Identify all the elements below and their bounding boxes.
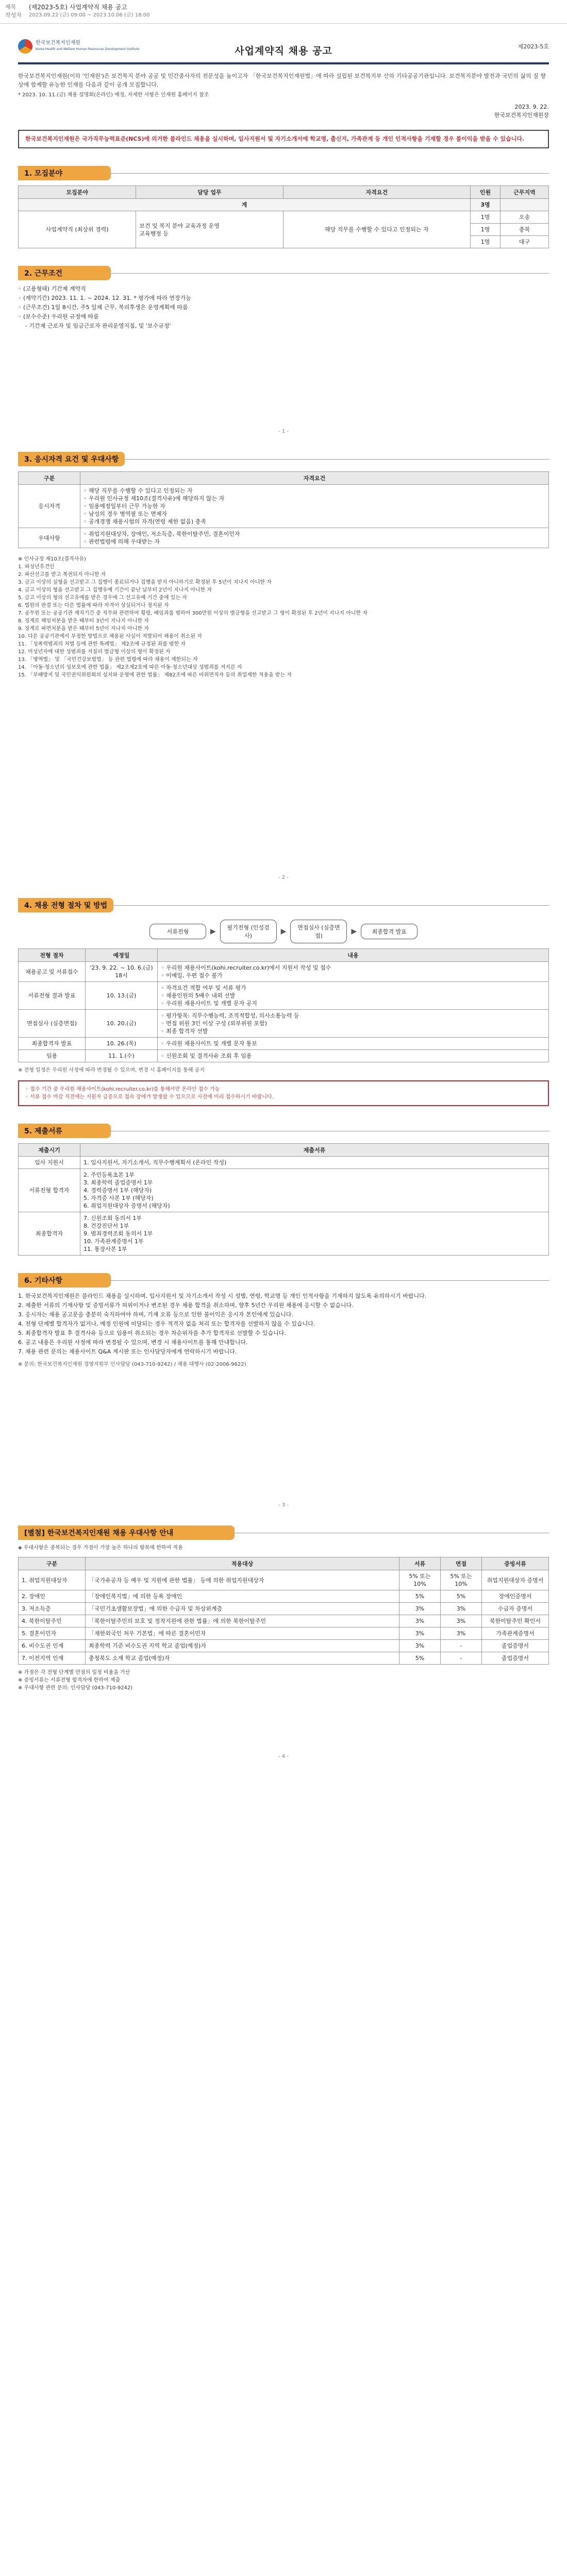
document-page	[3, 24, 564, 2576]
page-number: - 1 -	[278, 429, 289, 434]
condition-item: ◦ (계약기간) 2023. 11. 1. ~ 2024. 12. 31. * 평가에 따라 연장가능	[18, 295, 191, 301]
issue-date: 2023. 9. 22.	[514, 104, 549, 110]
arrow-right-icon: ▶	[351, 927, 357, 936]
table-row: 입사 지원시 1. 입사지원서, 자기소개서, 직무수행계획서 (온라인 작성)	[19, 1157, 549, 1169]
post-subject: (제2023-5호) 사업계약직 채용 공고	[29, 4, 127, 11]
doc-number: 제2023-5호	[518, 43, 549, 50]
table-row: 1. 취업지원대상자 「국가유공자 등 예우 및 지원에 관한 법률」 등에 의한 취업지원대상자 5% 또는 10% 5% 또는 10% 취업지원대상자 증명서	[19, 1570, 549, 1590]
disqualification-notes: ※ 인사규정 제10조(결격사유) 1. 피성년후견인 2. 파산선고를 받고 복권되지 아니한 자 3. 금고 이상의 실형을 선고받고 그 집행이 종료되거나 집행을 받지 아니하기로 확정된 후 5년이 지나지 아니한 자 4. 금고 이상의 형을 선고받고 그 집행유예 기간이 끝난 날부터 2년이 지나지 아니한 자 5. 금고 이상의 형의 선고유예를 받은 경우에 그 선고유예 기간 중에 있는 자 6. 법원의 판결 또는 다른 법률에 따라 자격이 상실되거나 정지된 자 7. 공무원 또는 공공기관 재직기간 중 직무와 관련하여 횡령, 배임죄를 범하여 300만원 이상의 벌금형을 선고받고 그 형이 확정된 후 2년이 지나지 아니한 자 8. 징계로 해임처분을 받은 때부터 3년이 지나지 아니한 자 9. 징계로 파면처분을 받은 때부터 5년이 지나지 아니한 자 10. 다른 공공기관에서 부정한 방법으로 채용된 사실이 적발되어 채용이 취소된 자 11. 「성폭력범죄의 처벌 등에 관한 특례법」 제2조에 규정된 죄를 범한 자 12. 미성년자에 대한 성범죄를 저질러 벌금형 이상의 형이 확정된 자 13. 「병역법」 및 「국민건강보험법」 등 관련 법령에 따라 채용이 제한되는 자 14. 「아동·청소년의 성보호에 관한 법률」 제2조제2호에 따른 아동·청소년대상 성범죄를 저지른 자 15. 「부패방지 및 국민권익위원회의 설치와 운영에 관한 법률」 제82조에 따른 비위면직자 등의 취업제한 적용을 받는 자	[18, 556, 368, 678]
page-number: - 4 -	[278, 1754, 289, 1759]
col-category: 구분	[19, 472, 80, 485]
table-row: 서류전형 결과 발표 10. 13.(금) ◦ 자격요건 적합 여부 및 서류 평가 ◦ 채용인원의 5배수 내외 선발 ◦ 우리원 채용사이트 및 개별 문자 공지	[19, 982, 549, 1010]
misc-item: 7. 채용 관련 문의는 채용사이트 Q&A 게시판 또는 인사담당자에게 연락하시기 바랍니다.	[18, 1348, 237, 1355]
col-count: 인원	[471, 186, 501, 199]
col-duty: 담당 업무	[136, 186, 283, 199]
table-row: 최종합격자 7. 신원조회 동의서 1부 8. 건강진단서 1부 9. 범죄경력조회 동의서 1부 10. 가족관계증명서 1부 11. 통장사본 1부	[19, 1212, 549, 1256]
section-1-title: 1. 모집분야	[18, 166, 549, 180]
table-row: 면접심사 (심층면접) 10. 20.(금) ◦ 평가항목: 직무수행능력, 조직적합성, 의사소통능력 등 ◦ 면접 위원 3인 이상 구성 (외부위원 포함) ◦ 최종 합격자 선발	[19, 1010, 549, 1038]
org-name: 한국보건복지인재원	[36, 40, 80, 46]
org-logo	[18, 39, 140, 54]
table-row: 최종합격자 발표 10. 26.(목) ◦ 우리원 채용사이트 및 개별 문자 통보	[19, 1038, 549, 1050]
table-row: 7. 이전지역 인재 충청북도 소재 학교 졸업(예정)자 5% - 졸업증명서	[19, 1652, 549, 1665]
col-location: 근무지역	[501, 186, 549, 199]
section-3-title: 3. 응시자격 요건 및 우대사항	[18, 452, 549, 466]
misc-item: 6. 공고 내용은 우리원 사정에 따라 변경될 수 있으며, 변경 시 채용사이트를 통해 안내합니다.	[18, 1339, 248, 1346]
arrow-right-icon: ▶	[280, 927, 287, 936]
condition-item: - 기간제 근로자 및 임금근로자 관리운영지침, 및 '보수규정'	[25, 323, 171, 329]
post-header	[0, 0, 567, 24]
table-row: 3. 저소득층 「국민기초생활보장법」에 의한 수급자 및 차상위계층 3% 3% 수급자 증명서	[19, 1603, 549, 1615]
writer-label: 작성자	[5, 12, 22, 19]
subject-label: 제목	[5, 4, 16, 10]
org-name-en: Korea Health and Welfare Human Resources Development Institute	[36, 47, 140, 51]
misc-item: 2. 제출한 서류의 기재사항 및 증빙서류가 허위이거나 변조된 경우 채용 합격을 취소하며, 향후 5년간 우리원 채용에 응시할 수 없습니다.	[18, 1302, 354, 1309]
page-number: - 3 -	[278, 1502, 289, 1508]
col-req: 자격요건	[283, 186, 470, 199]
condition-item: ◦ (보수수준) 우리원 규정에 따름	[18, 313, 99, 320]
work-conditions	[18, 284, 549, 331]
annex-title: [별첨] 한국보건복지인재원 채용 우대사항 안내	[18, 1526, 549, 1540]
section-5-title: 5. 제출서류	[18, 1124, 549, 1138]
page-number: - 2 -	[278, 875, 289, 880]
intro-note: * 2023. 10. 11.(금) 채용 설명회(온라인) 예정, 자세한 사항은 인재원 홈페이지 참조	[18, 92, 209, 98]
preference-table: 구분 적용대상 서류 면접 증빙서류 1. 취업지원대상자 「국가유공자 등 예우 및 지원에 관한 법률」 등에 의한 취업지원대상자 5% 또는 10% 5% 또는 10% 취업지원대상자 증명서 2. 장애인 「장애인복지법」에 의한 등록 장애인 5% 5% 장애인증명서 3. 저소득층 「국민기초생활보장법」에 의한 수급자 및 차상위계층 3% 3% 수급자 증명서 4. 북한이탈주민 「북한이탈주민의 보호 및 정착지원에 관한 법률」에 의한 북한이탈주민 3% 3% 북한이탈주민 확인서 5. 결혼이민자 「재한외국인 처우 기본법」에 따른 결혼이민자 3% 3% 가족관계증명서 6. 비수도권 인재 최종학력 기준 비수도권 지역 학교 졸업(예정)자 3% - 졸업증명서 7. 이전지역 인재 충청북도 소재 학교 졸업(예정)자 5% - 졸업증명서	[18, 1557, 549, 1665]
doc-title: 사업계약직 채용 공고	[235, 45, 332, 57]
col-requirement: 자격요건	[80, 472, 549, 485]
blind-notice: 한국보건복지인재원은 국가직무능력표준(NCS)에 의거한 블라인드 채용을 실시하며, 입사지원서 및 자기소개서에 학교명, 출신지, 가족관계 등 개인 인적사항을 기재할 경우 불이익을 받을 수 있습니다.	[18, 130, 549, 148]
table-row: 4. 북한이탈주민 「북한이탈주민의 보호 및 정착지원에 관한 법률」에 의한 북한이탈주민 3% 3% 북한이탈주민 확인서	[19, 1615, 549, 1628]
step-final: 최종합격 발표	[361, 924, 418, 939]
col-field: 모집분야	[19, 186, 136, 199]
misc-item: 3. 응시자는 채용 공고문을 충분히 숙지하여야 하며, 기재 오류 등으로 인한 불이익은 응시자 본인에게 있습니다.	[18, 1311, 293, 1318]
misc-list	[18, 1292, 549, 1357]
section-4-title: 4. 채용 전형 절차 및 방법	[18, 898, 549, 912]
table-row: 우대사항 ◦ 취업지원대상자, 장애인, 저소득층, 북한이탈주민, 결혼이민자 ◦ 관련법령에 의해 우대받는 자	[19, 528, 549, 548]
table-row: 임용 11. 1.(수) ◦ 신원조회 및 결격사유 조회 후 임용	[19, 1050, 549, 1062]
issuer: 한국보건복지인재원장	[494, 112, 549, 118]
misc-item: 5. 최종합격자 발표 후 결격사유 등으로 임용이 취소되는 경우 차순위자를 추가 합격자로 선발할 수 있습니다.	[18, 1330, 286, 1336]
condition-item: ◦ (고용형태) 기간제 계약직	[18, 285, 86, 292]
recruit-table	[18, 185, 549, 248]
table-row: 1명 대구	[19, 236, 549, 248]
schedule-table: 전형 절차 예정일 내용 채용공고 및 서류접수 '23. 9. 22. ~ 10. 6.(금) 18시 ◦ 우리원 채용사이트(kohi.recruiter.co.kr)에서 지원서 작성 및 접수 ◦ 이메일, 우편 접수 불가 서류전형 결과 발표 10. 13.(금) ◦ 자격요건 적합 여부 및 서류 평가 ◦ 채용인원의 5배수 내외 선발 ◦ 우리원 채용사이트 및 개별 문자 공지 면접심사 (심층면접) 10. 20.(금) ◦ 평가항목: 직무수행능력, 조직적합성, 의사소통능력 등 ◦ 면접 위원 3인 이상 구성 (외부위원 포함) ◦ 최종 합격자 선발 최종합격자 발표 10. 26.(목) ◦ 우리원 채용사이트 및 개별 문자 통보 임용 11. 1.(수) ◦ 신원조회 및 결격사유 조회 후 임용	[18, 948, 549, 1062]
annex-notes: ※ 가점은 각 전형 단계별 만점의 일정 비율을 가산 ※ 증빙서류는 서류전형 합격자에 한하여 제출 ※ 우대사항 관련 문의: 인사담당 (043-710-9242)	[18, 1670, 133, 1691]
schedule-note: ※ 전형 일정은 우리원 사정에 따라 변경될 수 있으며, 변경 시 홈페이지를 통해 공지	[18, 1067, 205, 1073]
table-row: 사업계약직 (최상위 경력) 보건 및 복지 분야 교육과정 운영 교육행정 등 해당 직무를 수행할 수 있다고 인정되는 자 1명 오송	[19, 211, 549, 224]
documents-table: 제출시기 제출서류 입사 지원시 1. 입사지원서, 자기소개서, 직무수행계획서 (온라인 작성) 서류전형 합격자 2. 주민등록초본 1부 3. 최종학력 졸업증명서 1부 4. 경력증명서 1부 (해당자) 5. 자격증 사본 1부 (해당자) 6. 취업지원대상자 증명서 (해당자) 최종합격자 7. 신원조회 동의서 1부 8. 건강진단서 1부 9. 범죄경력조회 동의서 1부 10. 가족관계증명서 1부 11. 통장사본 1부	[18, 1143, 549, 1256]
step-written: 필기전형 (인성검사)	[220, 920, 277, 943]
table-row: 5. 결혼이민자 「재한외국인 처우 기본법」에 따른 결혼이민자 3% 3% 가족관계증명서	[19, 1628, 549, 1640]
total-row: 계 3명	[19, 199, 549, 211]
condition-item: ◦ (근무조건) 1일 8시간, 주5 일제 근무, 복리후생은 운영계획에 따름	[18, 304, 188, 311]
table-row: 6. 비수도권 인재 최종학력 기준 비수도권 지역 학교 졸업(예정)자 3% - 졸업증명서	[19, 1640, 549, 1652]
table-row: 2. 장애인 「장애인복지법」에 의한 등록 장애인 5% 5% 장애인증명서	[19, 1590, 549, 1603]
logo-mark-icon	[18, 39, 32, 54]
dateline	[18, 103, 549, 120]
table-row: 응시자격 ◦ 해당 직무를 수행할 수 있다고 인정되는 자 ◦ 우리원 인사규정 제10조(결격사유)에 해당하지 않는 자 ◦ 임용예정일부터 근무 가능한 자 ◦ 남성의 경우 병역필 또는 면제자 ◦ 공개경쟁 채용시험의 자격(연령 제한 없음) 충족	[19, 485, 549, 528]
section-6-title: 6. 기타사항	[18, 1273, 549, 1287]
arrow-right-icon: ▶	[210, 927, 216, 936]
qualification-table	[18, 471, 549, 548]
application-warning: ◦ 접수 기간 중 우리원 채용사이트(kohi.recruiter.co.kr)를 통해서만 온라인 접수 가능 ◦ 서류 접수 마감 직전에는 지원자 급증으로 접속 장애가 발생할 수 있으므로 사전에 미리 접수하시기 바랍니다.	[18, 1080, 549, 1106]
misc-item: 4. 전형 단계별 합격자가 없거나, 예정 인원에 미달되는 경우 적격자 없음 처리 또는 합격자를 선발하지 않을 수 있습니다.	[18, 1320, 315, 1327]
process-steps	[18, 920, 549, 943]
contact-note: ※ 문의: 한국보건복지인재원 경영지원부 인사담당 (043-710-9242) / 채용 대행사 (02-2006-9622)	[18, 1362, 246, 1367]
table-row: 서류전형 합격자 2. 주민등록초본 1부 3. 최종학력 졸업증명서 1부 4. 경력증명서 1부 (해당자) 5. 자격증 사본 1부 (해당자) 6. 취업지원대상자 증명서 (해당자)	[19, 1169, 549, 1212]
section-2-title: 2. 근무조건	[18, 266, 549, 280]
post-meta: 2023.09.22 (금) 09:00 ~ 2023.10.06 (금) 18:00	[29, 12, 150, 18]
step-interview: 면접심사 (심층면접)	[290, 920, 347, 943]
table-row: 채용공고 및 서류접수 '23. 9. 22. ~ 10. 6.(금) 18시 ◦ 우리원 채용사이트(kohi.recruiter.co.kr)에서 지원서 작성 및 접수 ◦ 이메일, 우편 접수 불가	[19, 962, 549, 982]
annex-subtitle: ◈ 우대사항은 중복되는 경우 가점이 가장 높은 하나의 항목에 한하여 적용	[18, 1545, 183, 1551]
table-row: 1명 충북	[19, 224, 549, 236]
intro-text: 한국보건복지인재원(이하 '인재원')은 보건복지 분야 공공 및 민간종사자의 전문성을 높이고자 「한국보건복지인재원법」에 따라 설립된 보건복지부 산하 기타공공기관입니다. 보건복지분야 발전과 국민의 삶의 질 향상에 함께할 유능한 인재를 다음과 같이 공개 모집합니다.	[18, 73, 546, 88]
misc-item: 1. 한국보건복지인재원은 블라인드 채용을 실시하며, 입사지원서 및 자기소개서 작성 시 성별, 연령, 학교명 등 개인 인적사항을 기재하지 않도록 유의하시기 바랍니다.	[18, 1293, 427, 1299]
step-document: 서류전형	[149, 924, 206, 939]
title-rule	[18, 62, 549, 64]
